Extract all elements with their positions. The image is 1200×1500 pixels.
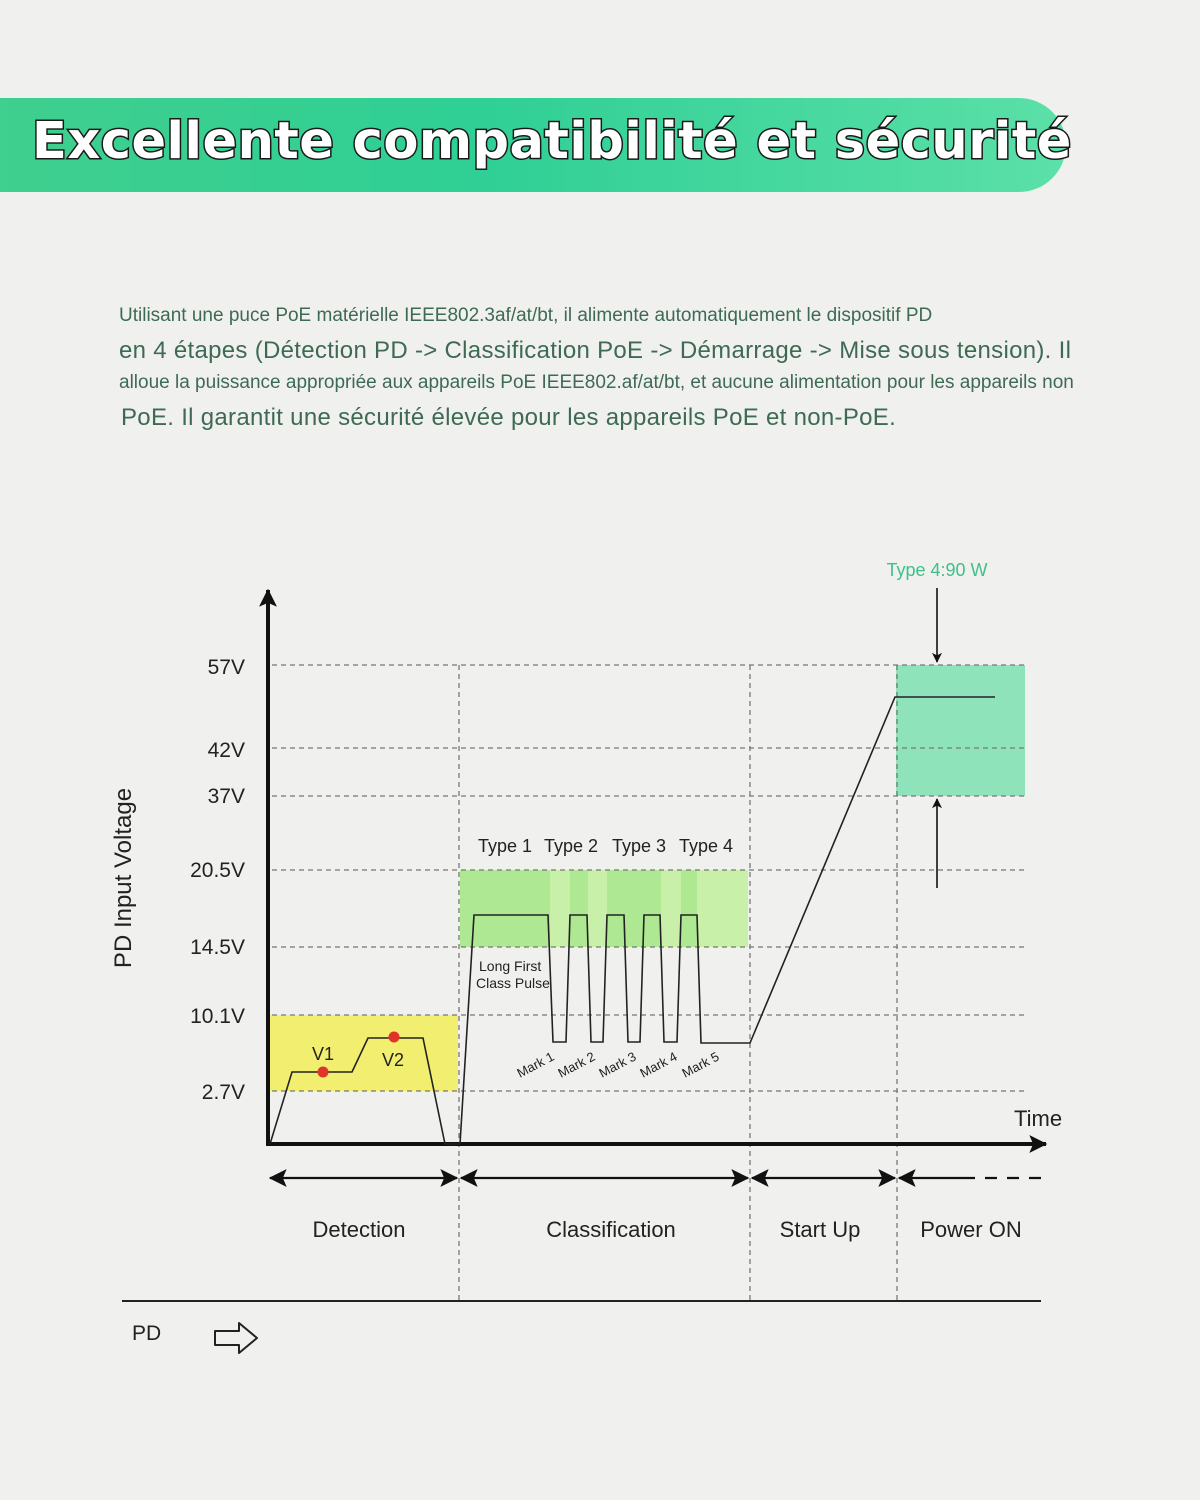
x-axis-label: Time xyxy=(1014,1106,1063,1131)
type-1-label: Type 1 xyxy=(477,836,533,856)
voltage-tick-labels xyxy=(190,656,245,1104)
pd-label: PD xyxy=(132,1322,162,1345)
detection-zone xyxy=(270,1015,458,1091)
type-3-label: Type 3 xyxy=(611,836,667,856)
mark-1-label: Mark 1 xyxy=(514,1048,557,1081)
mark-5-label: Mark 5 xyxy=(679,1048,722,1081)
tick-20-5v: 20.5V xyxy=(190,859,245,882)
power-on-zone xyxy=(896,665,1025,796)
tick-42v: 42V xyxy=(207,739,245,762)
tick-57v: 57V xyxy=(207,656,245,679)
tick-2-7v: 2.7V xyxy=(201,1081,245,1104)
mark-2-label: Mark 2 xyxy=(555,1048,598,1081)
class-type-labels xyxy=(478,836,733,856)
phase-power-on: Power ON xyxy=(920,1217,1022,1242)
class-pulse-label: Class Pulse xyxy=(476,975,550,991)
v2-label: V2 xyxy=(382,1050,405,1070)
banner-title: Excellente compatibilité et sécurité xyxy=(32,112,1072,171)
description-line-1: Utilisant une puce PoE matérielle IEEE802.3af/at/bt, il alimente automatiquement le dispositif PD xyxy=(119,305,933,326)
description-line-2: en 4 étapes (Détection PD -> Classification PoE -> Démarrage -> Mise sous tension). Il xyxy=(119,337,1072,364)
phase-labels xyxy=(313,1217,1022,1242)
tick-10-1v: 10.1V xyxy=(190,1005,245,1028)
description-line-3: alloue la puissance appropriée aux appareils PoE IEEE802.af/at/bt, et aucune alimentation pour les appareils non xyxy=(119,372,1074,393)
type-2-label: Type 2 xyxy=(543,836,599,856)
v1-label: V1 xyxy=(312,1044,335,1064)
mark-labels xyxy=(514,1049,721,1081)
phase-classification: Classification xyxy=(546,1217,676,1242)
tick-37v: 37V xyxy=(207,785,245,808)
classification-zone xyxy=(460,870,748,947)
type4-power-label: Type 4:90 W xyxy=(886,560,988,580)
tick-14-5v: 14.5V xyxy=(190,936,245,959)
v1-point xyxy=(318,1067,329,1078)
type-4-label: Type 4 xyxy=(678,836,734,856)
mark-3-label: Mark 3 xyxy=(596,1048,639,1081)
long-first-label: Long First xyxy=(479,958,542,974)
mark-4-label: Mark 4 xyxy=(637,1048,680,1081)
phase-detection: Detection xyxy=(312,1217,406,1242)
y-axis-label: PD Input Voltage xyxy=(110,787,137,969)
v2-point xyxy=(389,1032,400,1043)
right-arrow-icon xyxy=(215,1323,257,1353)
description-line-4: PoE. Il garantit une sécurité élevée pour les appareils PoE et non-PoE. xyxy=(121,404,897,431)
phase-startup: Start Up xyxy=(779,1217,861,1242)
